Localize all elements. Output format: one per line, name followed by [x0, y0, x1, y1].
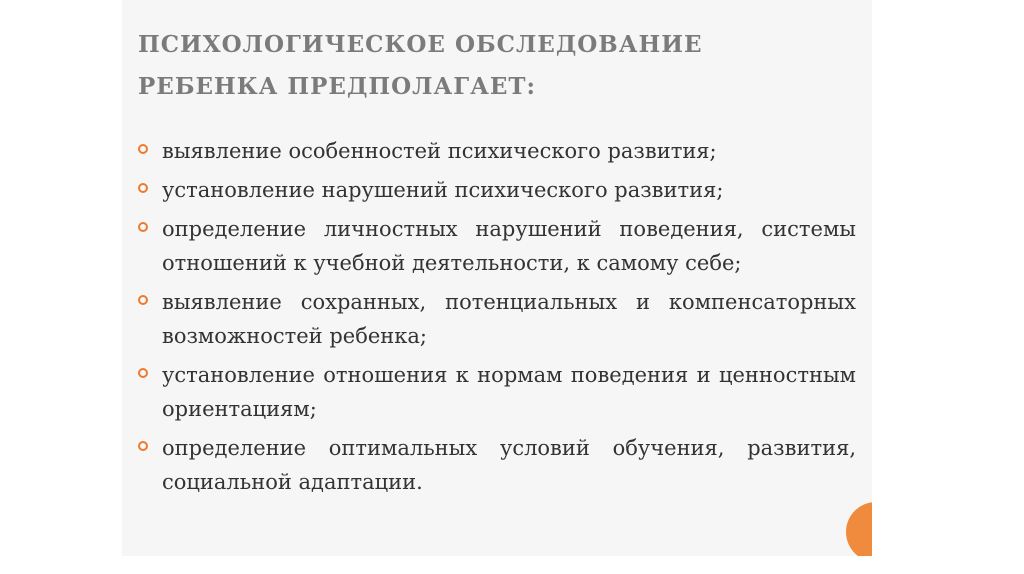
slide-title-line-2: РЕБЕНКА ПРЕДПОЛАГАЕТ: — [138, 73, 536, 100]
list-item-text: выявление особенностей психического развития; — [162, 139, 717, 163]
slide — [122, 0, 872, 556]
list-item-text: определение личностных нарушений поведения, системы отношений к учебной деятельности, к самому себе; — [162, 217, 856, 275]
list-item-text: определение оптимальных условий обучения, развития, социальной адаптации. — [162, 436, 856, 494]
list-item-text: установление отношения к нормам поведения и ценностным ориентациям; — [162, 363, 856, 421]
decorative-circle — [846, 502, 872, 556]
slide-title-line-1: ПСИХОЛОГИЧЕСКОЕ ОБСЛЕДОВАНИЕ — [138, 31, 703, 58]
list-item-text: установление нарушений психического развития; — [162, 178, 724, 202]
list-item — [138, 285, 856, 353]
bullet-ring-icon — [138, 441, 148, 451]
list-item — [138, 358, 856, 426]
bullet-ring-icon — [138, 144, 148, 154]
bullet-list — [138, 134, 856, 504]
bullet-ring-icon — [138, 222, 148, 232]
bullet-ring-icon — [138, 295, 148, 305]
bullet-ring-icon — [138, 368, 148, 378]
list-item-text: выявление сохранных, потенциальных и компенсаторных возможностей ребенка; — [162, 290, 856, 348]
list-item — [138, 212, 856, 280]
list-item — [138, 431, 856, 499]
list-item — [138, 134, 856, 168]
list-item — [138, 173, 856, 207]
bullet-ring-icon — [138, 183, 148, 193]
slide-title — [138, 24, 702, 108]
